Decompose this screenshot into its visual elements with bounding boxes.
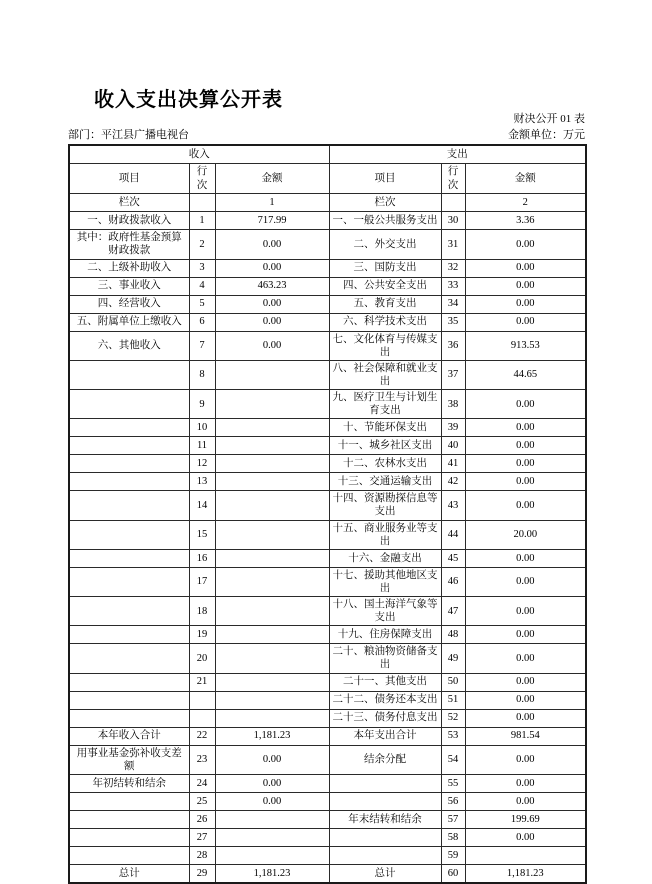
income-line-cell: 22 (189, 727, 215, 745)
expense-item-cell: 十八、国土海洋气象等支出 (329, 597, 441, 626)
income-amount-cell (215, 419, 329, 437)
income-amount-cell (215, 473, 329, 491)
expense-item-cell: 总计 (329, 864, 441, 883)
income-line-cell: 17 (189, 567, 215, 596)
expense-item-cell: 二十三、债务付息支出 (329, 709, 441, 727)
income-amount-cell: 0.00 (215, 774, 329, 792)
income-item-cell: 六、其他收入 (69, 331, 189, 360)
income-item-cell (69, 644, 189, 673)
expense-item-cell: 二十、粮油物资储备支出 (329, 644, 441, 673)
expense-amount-cell: 3.36 (465, 212, 586, 230)
expense-line-cell: 30 (441, 212, 465, 230)
expense-item-cell: 二、外交支出 (329, 230, 441, 259)
account-table (68, 144, 587, 884)
expense-amount-cell: 0.00 (465, 277, 586, 295)
expense-amount-cell: 0.00 (465, 313, 586, 331)
income-item-header: 项目 (69, 164, 189, 194)
income-amount-cell (215, 644, 329, 673)
table-row (69, 491, 586, 520)
expense-section-header: 支出 (329, 145, 586, 164)
income-item-cell (69, 846, 189, 864)
expense-line-cell: 43 (441, 491, 465, 520)
expense-amount-cell: 199.69 (465, 810, 586, 828)
income-amount-cell (215, 709, 329, 727)
expense-line-cell: 54 (441, 745, 465, 774)
expense-item-cell: 十、节能环保支出 (329, 419, 441, 437)
expense-line-cell: 34 (441, 295, 465, 313)
income-item-cell (69, 792, 189, 810)
table-row (69, 691, 586, 709)
expense-item-cell: 六、科学技术支出 (329, 313, 441, 331)
expense-item-cell: 十四、资源勘探信息等支出 (329, 491, 441, 520)
income-line-cell: 4 (189, 277, 215, 295)
income-line-cell: 7 (189, 331, 215, 360)
expense-line-cell: 52 (441, 709, 465, 727)
table-row (69, 473, 586, 491)
income-line-cell: 1 (189, 212, 215, 230)
income-line-cell: 18 (189, 597, 215, 626)
income-item-cell (69, 520, 189, 549)
table-row (69, 230, 586, 259)
income-item-cell (69, 626, 189, 644)
income-amount-cell: 0.00 (215, 745, 329, 774)
table-row (69, 626, 586, 644)
expense-amount-cell: 0.00 (465, 644, 586, 673)
expense-line-cell: 33 (441, 277, 465, 295)
income-line-cell: 24 (189, 774, 215, 792)
income-item-cell (69, 455, 189, 473)
expense-item-cell: 本年支出合计 (329, 727, 441, 745)
income-item-cell (69, 360, 189, 389)
income-line-cell: 21 (189, 673, 215, 691)
unit-label: 金额单位：万元 (508, 129, 585, 141)
table-row (69, 549, 586, 567)
expense-item-cell: 十五、商业服务业等支出 (329, 520, 441, 549)
expense-line-cell: 44 (441, 520, 465, 549)
expense-item-cell: 二十一、其他支出 (329, 673, 441, 691)
income-item-cell (69, 437, 189, 455)
expense-item-cell: 十六、金融支出 (329, 549, 441, 567)
expense-line-header: 行次 (441, 164, 465, 194)
table-row (69, 597, 586, 626)
table-row (69, 313, 586, 331)
expense-line-cell: 53 (441, 727, 465, 745)
expense-item-cell: 四、公共安全支出 (329, 277, 441, 295)
table-row (69, 212, 586, 230)
expense-line-cell: 36 (441, 331, 465, 360)
income-item-cell: 四、经营收入 (69, 295, 189, 313)
expense-line-cell: 39 (441, 419, 465, 437)
income-section-header: 收入 (69, 145, 329, 164)
income-item-cell: 二、上级补助收入 (69, 259, 189, 277)
income-amount-cell (215, 810, 329, 828)
income-line-cell: 9 (189, 390, 215, 419)
doc-code: 财决公开 01 表 (513, 113, 585, 125)
income-item-cell (69, 673, 189, 691)
expense-amount-cell: 0.00 (465, 597, 586, 626)
expense-item-cell (329, 792, 441, 810)
expense-line-cell: 45 (441, 549, 465, 567)
table-row (69, 727, 586, 745)
income-amount-cell: 0.00 (215, 295, 329, 313)
expense-item-cell: 七、文化体育与传媒支出 (329, 331, 441, 360)
income-lanci-line (189, 194, 215, 212)
income-amount-cell (215, 455, 329, 473)
table-row (69, 259, 586, 277)
lanci-row (69, 194, 586, 212)
expense-item-cell: 九、医疗卫生与计划生育支出 (329, 390, 441, 419)
table-row (69, 828, 586, 846)
income-line-header: 行次 (189, 164, 215, 194)
income-line-cell: 3 (189, 259, 215, 277)
income-amount-cell: 1,181.23 (215, 727, 329, 745)
income-item-cell (69, 597, 189, 626)
expense-amount-cell: 0.00 (465, 473, 586, 491)
column-header-row (69, 164, 586, 194)
table-row (69, 673, 586, 691)
income-amount-header: 金额 (215, 164, 329, 194)
table-body (69, 212, 586, 883)
expense-amount-cell: 0.00 (465, 390, 586, 419)
expense-amount-cell: 0.00 (465, 259, 586, 277)
expense-line-cell: 46 (441, 567, 465, 596)
income-item-cell: 本年收入合计 (69, 727, 189, 745)
expense-line-cell: 51 (441, 691, 465, 709)
expense-line-cell: 50 (441, 673, 465, 691)
income-amount-cell (215, 846, 329, 864)
expense-line-cell: 48 (441, 626, 465, 644)
income-item-cell (69, 709, 189, 727)
income-line-cell: 2 (189, 230, 215, 259)
income-amount-cell (215, 520, 329, 549)
income-item-cell: 三、事业收入 (69, 277, 189, 295)
income-item-cell: 总计 (69, 864, 189, 883)
table-row (69, 644, 586, 673)
expense-amount-cell: 0.00 (465, 828, 586, 846)
expense-line-cell: 55 (441, 774, 465, 792)
table-row (69, 390, 586, 419)
expense-line-cell: 40 (441, 437, 465, 455)
income-line-cell: 5 (189, 295, 215, 313)
income-line-cell: 19 (189, 626, 215, 644)
expense-amount-cell: 20.00 (465, 520, 586, 549)
expense-item-cell (329, 828, 441, 846)
income-amount-cell (215, 828, 329, 846)
expense-item-cell (329, 774, 441, 792)
expense-line-cell: 37 (441, 360, 465, 389)
expense-amount-cell: 0.00 (465, 626, 586, 644)
table-row (69, 295, 586, 313)
expense-line-cell: 58 (441, 828, 465, 846)
expense-line-cell: 47 (441, 597, 465, 626)
expense-lanci-label: 栏次 (329, 194, 441, 212)
expense-item-header: 项目 (329, 164, 441, 194)
table-row (69, 709, 586, 727)
income-line-cell: 14 (189, 491, 215, 520)
expense-amount-cell: 0.00 (465, 549, 586, 567)
income-amount-cell (215, 626, 329, 644)
table-row (69, 810, 586, 828)
expense-amount-cell: 1,181.23 (465, 864, 586, 883)
income-lanci-col-number: 1 (215, 194, 329, 212)
table-row (69, 774, 586, 792)
expense-amount-cell: 0.00 (465, 491, 586, 520)
expense-line-cell: 42 (441, 473, 465, 491)
expense-item-cell: 十二、农林水支出 (329, 455, 441, 473)
income-amount-cell (215, 549, 329, 567)
expense-item-cell: 一、一般公共服务支出 (329, 212, 441, 230)
expense-amount-cell: 981.54 (465, 727, 586, 745)
income-item-cell: 一、财政拨款收入 (69, 212, 189, 230)
table-row (69, 277, 586, 295)
income-item-cell (69, 390, 189, 419)
income-amount-cell: 717.99 (215, 212, 329, 230)
expense-lanci-col-number: 2 (465, 194, 586, 212)
income-line-cell: 13 (189, 473, 215, 491)
expense-item-cell: 十一、城乡社区支出 (329, 437, 441, 455)
income-line-cell: 20 (189, 644, 215, 673)
expense-line-cell: 60 (441, 864, 465, 883)
expense-amount-cell: 0.00 (465, 745, 586, 774)
expense-item-cell: 五、教育支出 (329, 295, 441, 313)
expense-lanci-line (441, 194, 465, 212)
expense-item-cell: 结余分配 (329, 745, 441, 774)
income-item-cell: 用事业基金弥补收支差额 (69, 745, 189, 774)
table-row (69, 360, 586, 389)
income-amount-cell: 0.00 (215, 313, 329, 331)
expense-amount-cell: 0.00 (465, 295, 586, 313)
income-line-cell: 8 (189, 360, 215, 389)
income-line-cell (189, 691, 215, 709)
income-amount-cell (215, 390, 329, 419)
income-amount-cell (215, 567, 329, 596)
table-row (69, 455, 586, 473)
department-label: 部门：平江县广播电视台 (68, 129, 189, 141)
income-item-cell: 五、附属单位上缴收入 (69, 313, 189, 331)
income-amount-cell: 463.23 (215, 277, 329, 295)
income-line-cell: 15 (189, 520, 215, 549)
meta-row (68, 126, 585, 142)
table-row (69, 846, 586, 864)
expense-amount-cell: 0.00 (465, 567, 586, 596)
expense-amount-cell: 0.00 (465, 230, 586, 259)
expense-line-cell: 41 (441, 455, 465, 473)
expense-line-cell: 35 (441, 313, 465, 331)
page-title: 收入支出决算公开表 (94, 89, 283, 111)
income-line-cell: 28 (189, 846, 215, 864)
table-row (69, 864, 586, 883)
expense-amount-cell: 0.00 (465, 792, 586, 810)
table-row (69, 419, 586, 437)
table-row (69, 792, 586, 810)
income-line-cell: 11 (189, 437, 215, 455)
expense-item-cell: 八、社会保障和就业支出 (329, 360, 441, 389)
income-item-cell (69, 419, 189, 437)
income-item-cell (69, 473, 189, 491)
income-item-cell (69, 691, 189, 709)
income-item-cell: 其中：政府性基金预算财政拨款 (69, 230, 189, 259)
income-lanci-label: 栏次 (69, 194, 189, 212)
table-row (69, 437, 586, 455)
income-amount-cell (215, 673, 329, 691)
expense-amount-cell: 913.53 (465, 331, 586, 360)
income-line-cell: 10 (189, 419, 215, 437)
expense-item-cell: 十七、援助其他地区支出 (329, 567, 441, 596)
income-amount-cell (215, 491, 329, 520)
income-line-cell: 26 (189, 810, 215, 828)
table-row (69, 567, 586, 596)
income-item-cell (69, 567, 189, 596)
expense-amount-header: 金额 (465, 164, 586, 194)
income-line-cell (189, 709, 215, 727)
income-item-cell (69, 491, 189, 520)
income-item-cell (69, 828, 189, 846)
expense-line-cell: 38 (441, 390, 465, 419)
expense-line-cell: 57 (441, 810, 465, 828)
income-line-cell: 27 (189, 828, 215, 846)
income-line-cell: 25 (189, 792, 215, 810)
expense-line-cell: 56 (441, 792, 465, 810)
income-amount-cell: 0.00 (215, 792, 329, 810)
expense-item-cell: 三、国防支出 (329, 259, 441, 277)
income-line-cell: 12 (189, 455, 215, 473)
income-amount-cell: 0.00 (215, 259, 329, 277)
expense-line-cell: 49 (441, 644, 465, 673)
expense-item-cell: 十三、交通运输支出 (329, 473, 441, 491)
expense-item-cell: 年末结转和结余 (329, 810, 441, 828)
expense-line-cell: 32 (441, 259, 465, 277)
income-amount-cell (215, 691, 329, 709)
expense-line-cell: 59 (441, 846, 465, 864)
income-line-cell: 29 (189, 864, 215, 883)
expense-amount-cell: 0.00 (465, 774, 586, 792)
expense-amount-cell: 0.00 (465, 419, 586, 437)
income-item-cell (69, 549, 189, 567)
expense-amount-cell: 0.00 (465, 437, 586, 455)
income-item-cell: 年初结转和结余 (69, 774, 189, 792)
income-line-cell: 16 (189, 549, 215, 567)
income-amount-cell: 0.00 (215, 230, 329, 259)
income-line-cell: 6 (189, 313, 215, 331)
expense-line-cell: 31 (441, 230, 465, 259)
income-amount-cell: 0.00 (215, 331, 329, 360)
expense-item-cell: 二十二、债务还本支出 (329, 691, 441, 709)
income-amount-cell (215, 437, 329, 455)
expense-amount-cell: 0.00 (465, 709, 586, 727)
income-amount-cell (215, 597, 329, 626)
income-amount-cell: 1,181.23 (215, 864, 329, 883)
expense-amount-cell: 0.00 (465, 691, 586, 709)
income-amount-cell (215, 360, 329, 389)
table-row (69, 331, 586, 360)
table-row (69, 520, 586, 549)
expense-item-cell (329, 846, 441, 864)
expense-amount-cell (465, 846, 586, 864)
table-row (69, 745, 586, 774)
income-line-cell: 23 (189, 745, 215, 774)
expense-amount-cell: 44.65 (465, 360, 586, 389)
section-header-row (69, 145, 586, 164)
expense-amount-cell: 0.00 (465, 673, 586, 691)
income-item-cell (69, 810, 189, 828)
expense-amount-cell: 0.00 (465, 455, 586, 473)
expense-item-cell: 十九、住房保障支出 (329, 626, 441, 644)
